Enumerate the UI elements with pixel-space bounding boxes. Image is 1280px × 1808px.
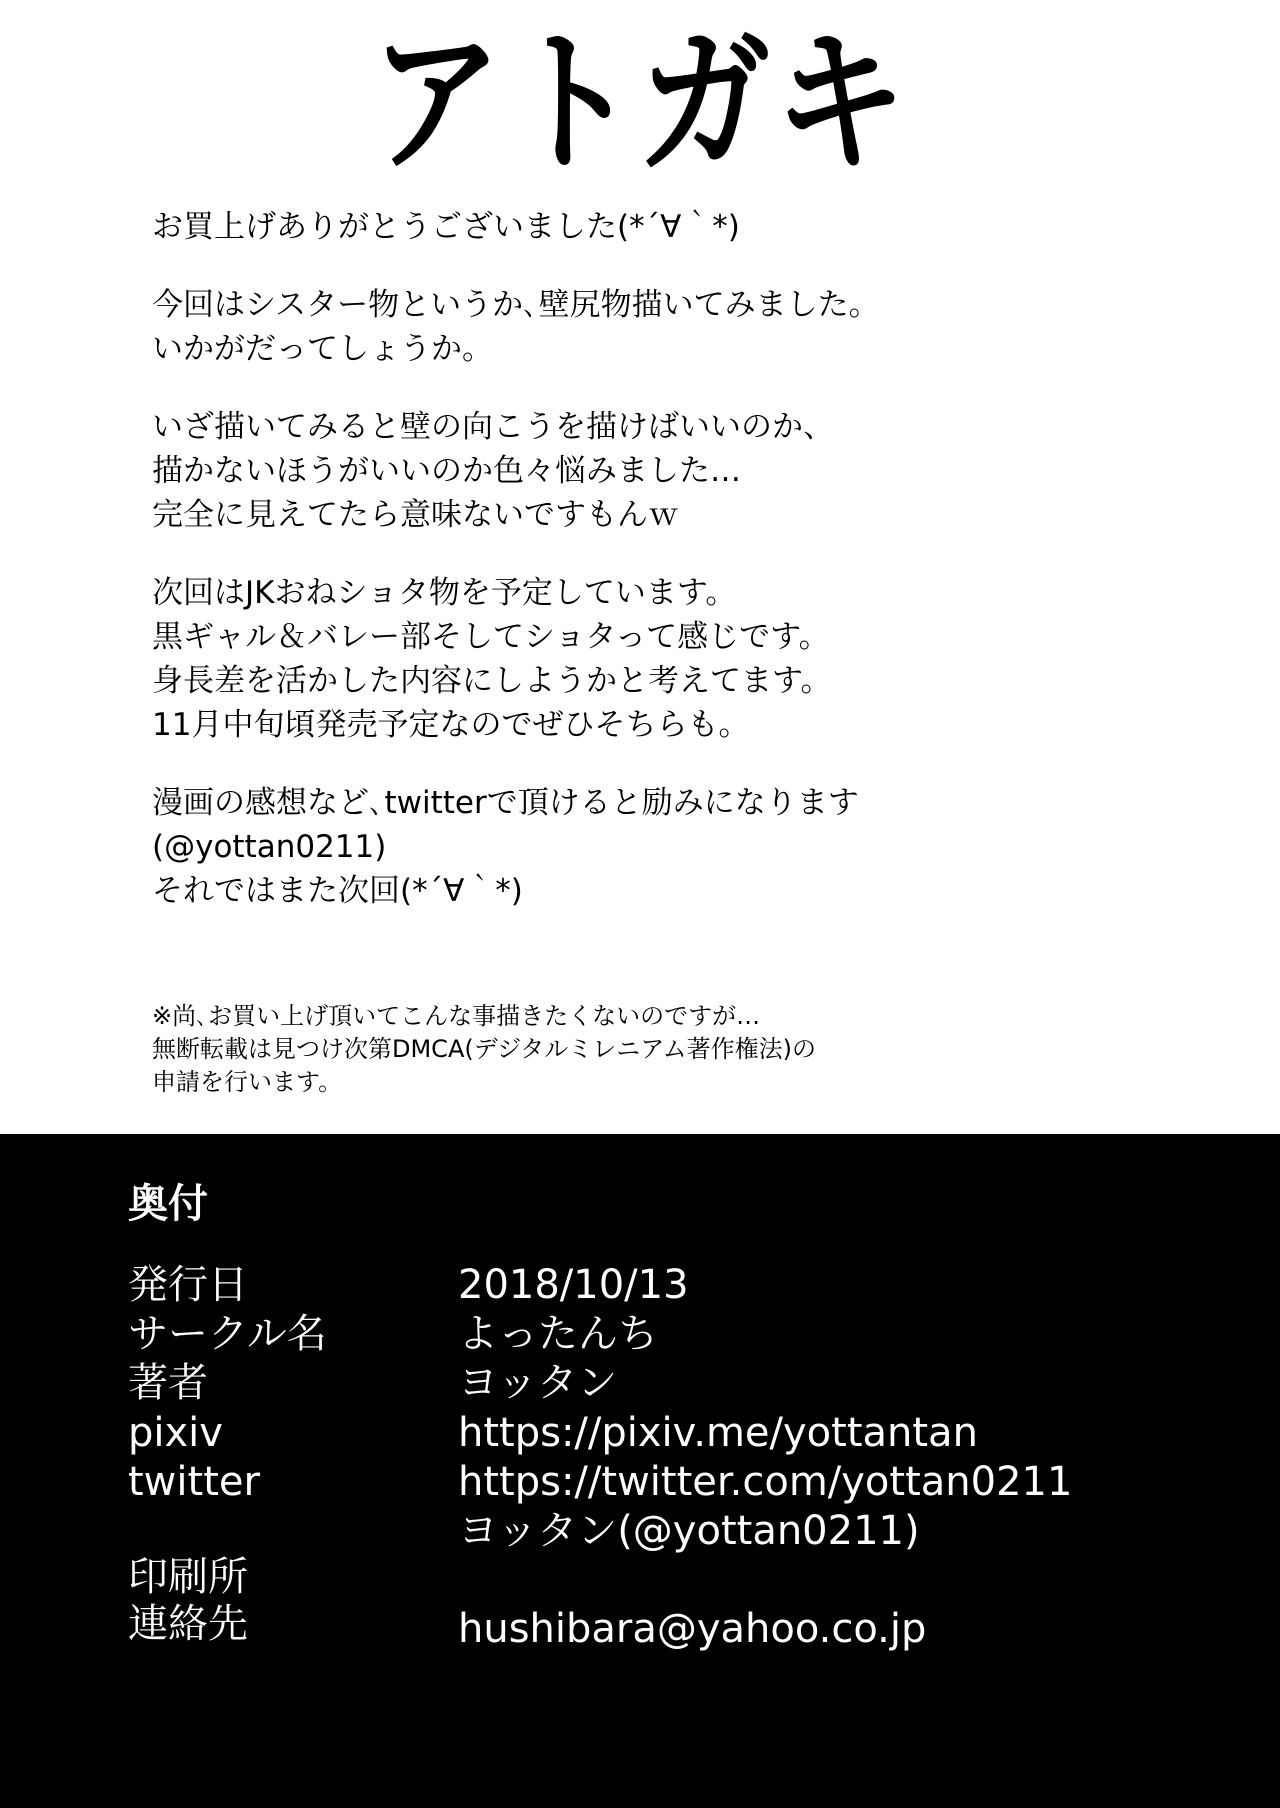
page-title: アトガキ: [369, 12, 911, 195]
afterword-line: 身長差を活かした内容にしようかと考えてます。: [152, 663, 832, 700]
contact-keys: [128, 1554, 428, 1648]
colophon-heading: 奥付: [128, 1181, 208, 1227]
afterword-line: 黒ギャル＆バレー部そしてショタって感じです。: [152, 619, 830, 656]
colophon-key: 発行日: [128, 1262, 248, 1308]
colophon-value: 2018/10/13: [458, 1262, 689, 1308]
colophon-row: [128, 1360, 1168, 1407]
afterword-body: [152, 205, 1162, 947]
afterword-line: 漫画の感想など､twitterで頂けると励みになります: [152, 785, 859, 822]
afterword-line: いかがだってしょうか。: [152, 331, 493, 368]
colophon-table: [128, 1262, 1168, 1555]
afterword-title-band: [0, 12, 1280, 195]
afterword-paragraph: [152, 781, 1162, 913]
afterword-line: 今回はシスター物というか､壁尻物描いてみました。: [152, 287, 880, 324]
afterword-paragraph: [152, 283, 1162, 371]
afterword-paragraph: [152, 205, 1162, 249]
afterword-line: 完全に見えてたら意味ないですもんｗ: [152, 497, 679, 534]
afterword-line: 11月中旬頃発売予定なのでぜひそちらも。: [152, 707, 750, 744]
colophon-row: [128, 1311, 1168, 1358]
colophon-key: twitter: [128, 1458, 260, 1505]
colophon-key: pixiv: [128, 1409, 223, 1456]
copyright-notice-line: 申請を行います。: [152, 1068, 343, 1097]
contact-email[interactable]: hushibara@yahoo.co.jp: [458, 1606, 927, 1652]
pixiv-link[interactable]: https://pixiv.me/yottantan: [458, 1409, 978, 1456]
afterword-line: 描かないほうがいいのか色々悩みました…: [152, 453, 741, 490]
afterword-paragraph: [152, 405, 1162, 537]
afterword-line: お買上げありがとうございました(*´∀｀*): [152, 209, 740, 245]
contact-label: 連絡先: [128, 1601, 248, 1648]
colophon-value: ヨッタン: [458, 1360, 618, 1407]
twitter-link[interactable]: https://twitter.com/yottan0211: [458, 1458, 1073, 1505]
colophon-row: [128, 1262, 1168, 1309]
colophon-row-twitter: [128, 1459, 1168, 1506]
colophon-row-pixiv: [128, 1410, 1168, 1457]
copyright-notice: [152, 1000, 1172, 1099]
copyright-notice-line: 無断転載は見つけ次第DMCA(デジタルミレニアム著作権法)の: [152, 1035, 816, 1064]
copyright-notice-line: ※尚､お買い上げ頂いてこんな事描きたくないのですが…: [152, 1002, 761, 1030]
colophon-key: サークル名: [128, 1311, 327, 1358]
afterword-line: いざ描いてみると壁の向こうを描けばいいのか、: [152, 409, 834, 446]
afterword-line: (@yottan0211): [152, 829, 387, 866]
colophon-section: [0, 1134, 1280, 1808]
afterword-line: それではまた次回(*´∀｀*): [152, 873, 523, 910]
afterword-paragraph: [152, 571, 1162, 747]
colophon-value: よったんち: [458, 1311, 658, 1358]
twitter-handle: ヨッタン(@yottan0211): [458, 1507, 920, 1554]
printer-label: 印刷所: [128, 1554, 248, 1600]
afterword-line: 次回はJKおねショタ物を予定しています。: [152, 575, 737, 612]
colophon-key: 著者: [128, 1360, 208, 1407]
